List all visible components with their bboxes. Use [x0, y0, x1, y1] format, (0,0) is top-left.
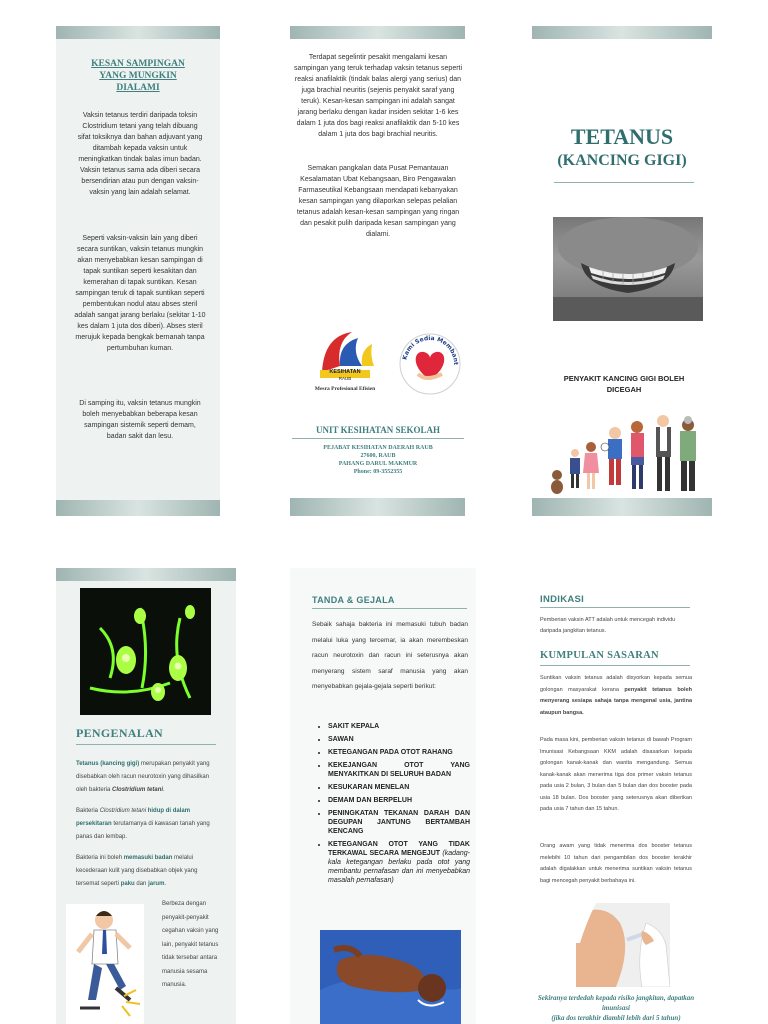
- clenched-teeth-photo: [553, 217, 703, 321]
- logo-word: KESIHATAN: [329, 369, 361, 375]
- side-effects-para-2: Seperti vaksin-vaksin lain yang diberi secara suntikan, vaksin tetanus mungkin akan menyebabkan kesan sampingan di tapak suntikan seperti kesakitan dan kemerahan di tapak suntikan. Kesan sampingan teruk di tapak suntikan seperti pembentukan nodul atau abses steril adalah sangat jarang berlaku (sekitar 1-10 kes dalam 1 juta dos diberi). Abses steril merujuk kepada bengkak bernanah tanpa pertumbuhan kuman.: [74, 235, 206, 352]
- panel-1-bottom-bar: [56, 500, 220, 516]
- target-para-3: Orang awam yang tidak menerima dos booster tetanus melebihi 10 tahun dari pengambilan dos booster terakhir adalah digalakkan untuk menerima suntikan vaksin tetanus bagi mencegah penyakit berbahaya ini.: [540, 843, 692, 884]
- intro-para-2: [76, 805, 218, 844]
- intro-bold-term: Tetanus (kancing gigi): [76, 761, 140, 767]
- vaccination-caption-2: (jika dos terakhir diambil lebih dari 5 tahun): [551, 1014, 681, 1022]
- introduction-divider: [76, 744, 216, 745]
- side-effects-para-1: Vaksin tetanus terdiri daripada toksin Clostridium tetani yang telah dibuang sifat toksiknya dan bahan adjuvant yang ditambah kepada vaksin untuk meningkatkan tindak balas imun badan. Vaksin tetanus sama ada diberi secara bersendirian atau pun dengan vaksin-vaksin yang lain adalah selamat.: [77, 112, 203, 196]
- target1-b: penyakit tetanus boleh menyerang sesiapa sahaja tanpa mengenal usia, jantina ataupun bangsa.: [540, 686, 692, 716]
- bacteria-micrograph: [80, 588, 211, 715]
- target-group-heading: KUMPULAN SASARAN: [540, 650, 659, 661]
- symptoms-intro: Sebaik sahaja bakteria ini memasuki tubuh badan melalui luka yang tercemar, ia akan merembeskan racun neurotoxin dan racun ini seterusnya akan menyerang sistem saraf manusia yang akan menyebabkan gejala-gejala seperti berikut:: [312, 621, 468, 690]
- symptom-item: • KEKEJANGAN OTOT YANG MENYAKITKAN DI SELURUH BADAN: [328, 761, 470, 779]
- cover-tagline: PENYAKIT KANCING GIGI BOLEH DICEGAH: [563, 374, 685, 394]
- intro2-a: Bakteria: [76, 808, 100, 814]
- intro2-bold: hidup di dalam persekitaran: [76, 808, 191, 827]
- symptom-item: • SAWAN: [328, 735, 470, 744]
- symptom-item: • PENINGKATAN TEKANAN DARAH DAN DEGUPAN JANTUNG BERTAMBAH KENCANG: [328, 809, 470, 836]
- target-para-1: [540, 673, 692, 719]
- indication-divider: [540, 607, 690, 608]
- symptom-last-note: (kadang-kala ketegangan berlaku pada otot yang membantu pernafasan dan ini menyebabkan masalah pernafasan): [328, 850, 470, 884]
- symptom-last-label: KETEGANGAN OTOT YANG TIDAK TERKAWAL SECARA MENGEJUT: [328, 841, 470, 857]
- symptom-item: • DEMAM DAN BERPELUH: [328, 796, 470, 805]
- kami-sedia-membantu-logo: [396, 330, 464, 398]
- panel-4-top-bar: [56, 568, 236, 581]
- panel-1-top-bar: [56, 26, 220, 39]
- symptom-item: • KETEGANGAN PADA OTOT RAHANG: [328, 748, 470, 757]
- kesihatan-raub-logo: [306, 326, 384, 398]
- severe-effects-para: Terdapat segelintir pesakit mengalami kesan sampingan yang teruk terhadap vaksin tetanus seperti reaksi anafilaktik (tindak balas alergi yang serius) dan juga brachial neuritis (sejenis penyakit saraf yang teruk). Kesan-kesan sampingan ini adalah sangat jarang berlaku dengan kadar insiden sekitar 1-6 kes dalam 1 juta dos bagi reaksi anafilaktik dan 5-10 kes dalam 1 juta dos bagi brachial neuritis.: [293, 54, 463, 138]
- logo-sub: RAUB: [338, 376, 352, 381]
- target-group-divider: [540, 665, 690, 666]
- intro-text: merupakan penyakit yang disebabkan oleh racun neurotoxin yang dihasilkan oleh bakteria: [76, 761, 210, 793]
- intro-para-1: Tetanus (kancing gigi) merupakan penyakit yang disebabkan oleh racun neurotoxin yang dihasilkan oleh bakteria Clostridium tetani.: [76, 761, 210, 793]
- side-effects-heading: KESAN SAMPINGAN YANG MUNGKIN DIALAMI: [91, 59, 185, 93]
- symptom-item: • KESUKARAN MENELAN: [328, 783, 470, 792]
- address-line: 27600, RAUB: [360, 453, 396, 459]
- cover-title: TETANUS: [570, 124, 674, 149]
- heart-hands-icon: [396, 330, 464, 398]
- intro3-a: Bakteria ini boleh: [76, 855, 124, 861]
- indication-heading: INDIKASI: [540, 594, 585, 605]
- panel-2-bottom-bar: [290, 498, 465, 516]
- intro-para-3: Bakteria ini boleh memasuki badan melalui kecederaan kulit yang disebabkan objek yang tersemat seperti paku dan jarum.: [76, 855, 198, 887]
- intro3-b: memasuki badan: [123, 855, 173, 861]
- tetanus-patient-photo: [320, 930, 461, 1024]
- panel-3-bottom-bar: [532, 498, 712, 516]
- cover-divider: [554, 182, 694, 183]
- address-line: PEJABAT KESIHATAN DAERAH RAUB: [323, 445, 433, 451]
- vaccination-caption-1: Sekiranya terdedah kepada risiko jangkitan, dapatkan imunisasi: [537, 994, 695, 1012]
- address-phone: Phone: 09-3552355: [353, 469, 403, 475]
- target1-a: Suntikan vaksin tetanus adalah disyorkan kepada semua golongan masyarakat kerana: [540, 675, 692, 693]
- symptoms-divider: [312, 608, 467, 609]
- intro3-d: paku: [120, 881, 135, 887]
- man-stepping-on-nail-illustration: [66, 904, 144, 1024]
- unit-title: UNIT KESIHATAN SEKOLAH: [315, 425, 441, 435]
- side-effects-para-3: Di samping itu, vaksin tetanus mungkin boleh menyebabkan beberapa kesan sampingan sistemik seperti demam, badan sakit dan lesu.: [79, 400, 201, 440]
- intro3-f: jarum: [148, 881, 165, 887]
- target-para-2: Pada masa kini, pemberian vaksin tetanus di bawah Program Imunisasi Kebangsaan KKM adalah disasarkan kepada golongan kanak-kanak dan wanita mengandung. Semua kanak-kanak akan menerima tiga dos primer vaksin tetanus pada usia 2 bulan, 3 bulan dan 5 bulan dan dos booster pada usia 18 bulan. Dos booster yang seterusnya akan diberikan pada usia 7 tahun dan 15 tahun.: [540, 737, 692, 812]
- family-illustration: [545, 403, 705, 495]
- symptom-item: • SAKIT KEPALA: [328, 722, 470, 731]
- intro2-c: terutamanya di kawasan tanah yang panas dan lembap.: [76, 821, 210, 840]
- pharmacovigilance-para: Semakan pangkalan data Pusat Pemantauan Kesalamatan Ubat Kebangsaan, Biro Pengawalan Farmaseutikal Kebangsaan mendapati kebanyakan kesan sampingan yang dilaporkan selepas pelalian tetanus adalah kesan-kesan sampingan yang ringan dan pesakit pulih daripada kesan sampingan yang dialami.: [296, 165, 460, 238]
- intro3-e: dan: [134, 881, 149, 887]
- symptom-item-last: [328, 840, 470, 885]
- introduction-heading: PENGENALAN: [76, 726, 164, 740]
- unit-divider: [292, 438, 464, 439]
- intro-bacteria-name: Clostridium tetani: [112, 787, 164, 793]
- logo2-arc-text: Kami Sedia Membant: [401, 334, 460, 366]
- intro3-c: melalui kecederaan kulit yang disebabkan objek yang tersemat seperti: [76, 855, 198, 887]
- panel-3-top-bar: [532, 26, 712, 39]
- indication-text: Pemberian vaksin ATT adalah untuk mencegah individu daripada jangkitan tetanus.: [540, 617, 676, 634]
- address-block: [292, 444, 464, 476]
- intro-side-text: Berbeza dengan penyakit-penyakit cegahan vaksin yang lain, penyakit tetanus tidak tersebar antara manusia sesama manusia.: [162, 901, 219, 988]
- cover-subtitle: (KANCING GIGI): [557, 152, 687, 169]
- symptoms-list: [312, 722, 470, 889]
- vaccination-photo: [576, 903, 670, 987]
- panel-2-top-bar: [290, 26, 465, 39]
- logo-caption: Mesra Profesional Efisien: [314, 386, 376, 392]
- intro2-em: Clostridium tetani: [99, 808, 147, 814]
- symptoms-heading: TANDA & GEJALA: [312, 595, 395, 605]
- address-line: PAHANG DARUL MAKMUR: [338, 461, 418, 467]
